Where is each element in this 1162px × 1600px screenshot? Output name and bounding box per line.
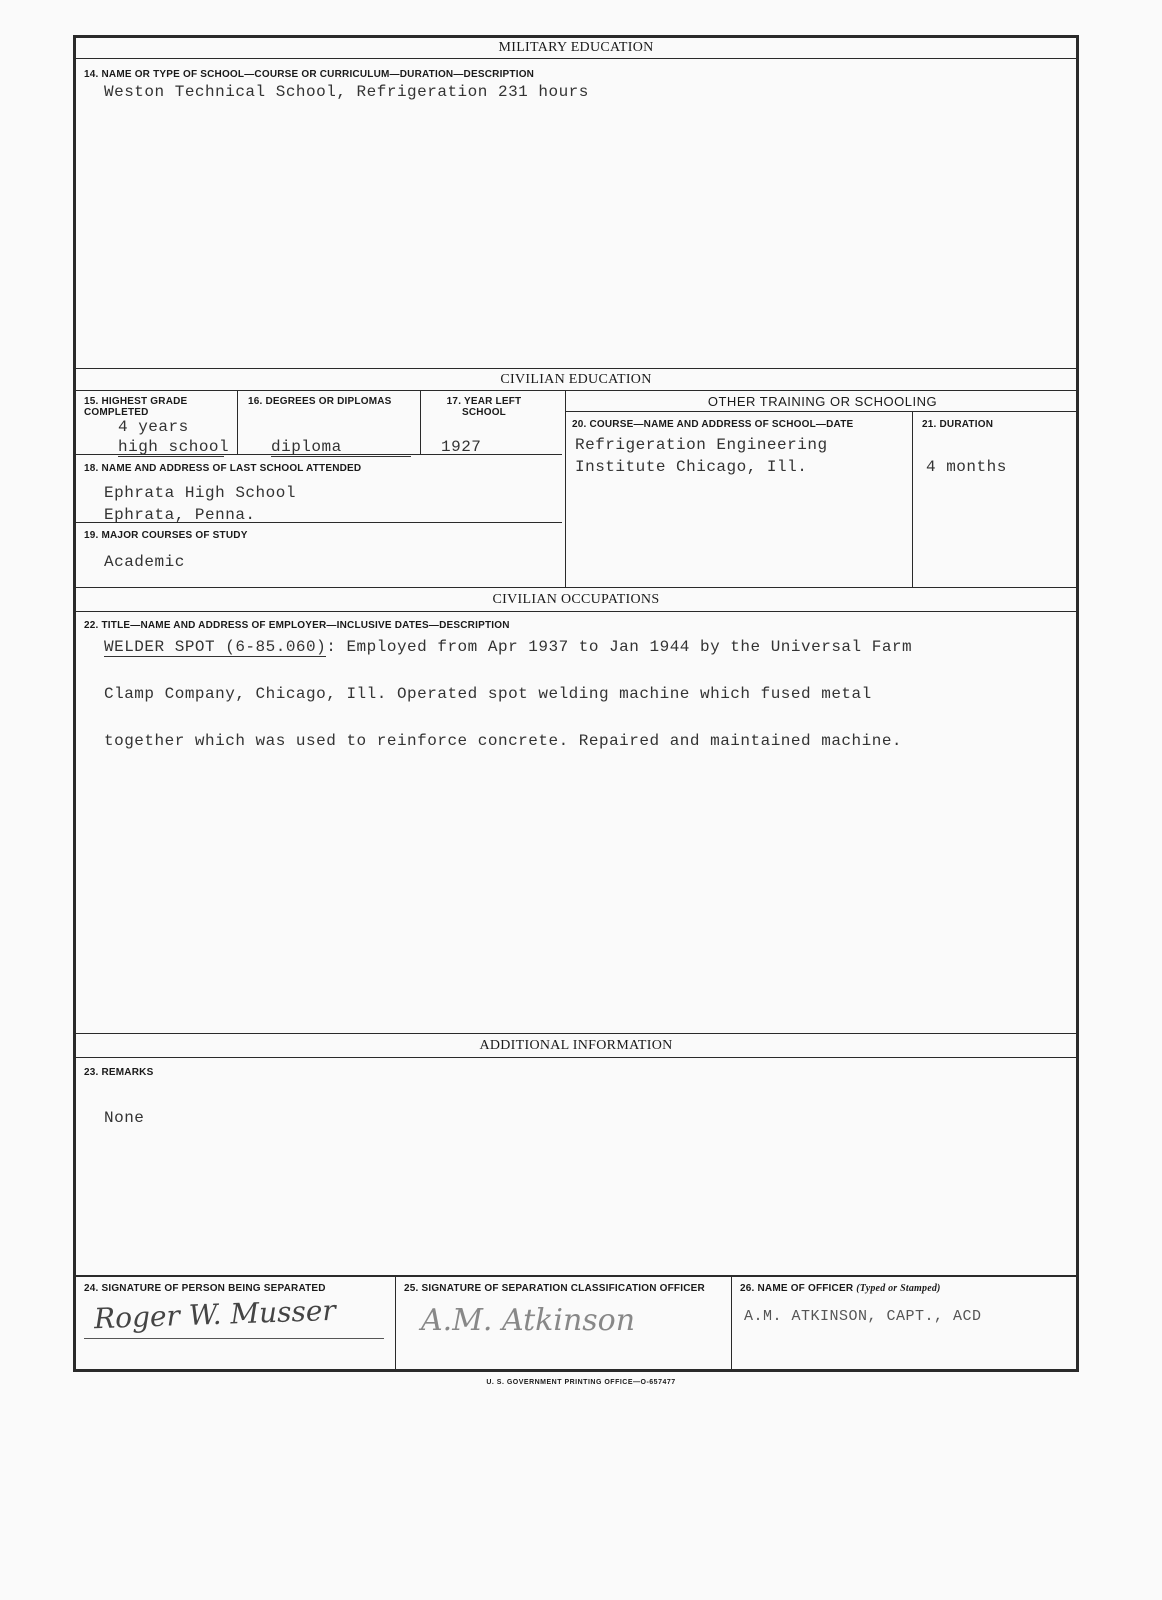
occupation-line-1-rest: : Employed from Apr 1937 to Jan 1944 by the Universal Farm (326, 638, 913, 656)
field-17-value: 1927 (441, 438, 482, 456)
person-signature: Roger W. Musser (93, 1293, 337, 1336)
field-16-value: diploma (271, 438, 411, 457)
divider (76, 587, 1076, 588)
divider (76, 58, 1076, 59)
field-19-value: Academic (104, 553, 185, 571)
occupation-line-3: together which was used to reinforce concrete. Repaired and maintained machine. (104, 732, 903, 750)
occupation-line-1 (104, 638, 912, 656)
divider (76, 611, 1076, 612)
column-divider (565, 390, 566, 587)
divider (76, 522, 562, 523)
column-divider (420, 390, 421, 454)
divider (76, 454, 562, 455)
divider (76, 368, 1076, 369)
field-26-label-main: 26. NAME OF OFFICER (740, 1283, 854, 1294)
field-21-label: 21. DURATION (922, 419, 994, 430)
civilian-occupations-heading: CIVILIAN OCCUPATIONS (492, 592, 660, 607)
field-16-label: 16. DEGREES OR DIPLOMAS (248, 396, 392, 407)
field-23-label: 23. REMARKS (84, 1067, 154, 1078)
column-divider (237, 390, 238, 454)
other-training-heading: OTHER TRAINING OR SCHOOLING (707, 394, 938, 409)
officer-signature: A.M. Atkinson (421, 1303, 636, 1338)
field-24-label: 24. SIGNATURE OF PERSON BEING SEPARATED (84, 1283, 326, 1294)
field-14-value: Weston Technical School, Refrigeration 231 hours (104, 83, 589, 101)
column-divider (731, 1275, 732, 1370)
divider (76, 390, 1076, 391)
field-15-value-line2: high school (118, 438, 230, 456)
field-25-label: 25. SIGNATURE OF SEPARATION CLASSIFICATION OFFICER (404, 1283, 705, 1294)
separation-form (73, 35, 1079, 1372)
field-26-label-note: (Typed or Stamped) (856, 1283, 941, 1294)
signature-line (84, 1338, 384, 1339)
field-17-label: 17. YEAR LEFT SCHOOL (446, 396, 522, 418)
field-20-value-line1: Refrigeration Engineering (575, 436, 828, 454)
printing-office-footer: U. S. GOVERNMENT PRINTING OFFICE—O-657477 (486, 1379, 676, 1386)
field-15-label: 15. HIGHEST GRADE COMPLETED (84, 396, 188, 418)
divider (565, 411, 1076, 412)
divider (76, 1275, 1076, 1277)
field-26-value: A.M. ATKINSON, CAPT., ACD (744, 1308, 982, 1325)
field-23-value: None (104, 1109, 145, 1127)
field-21-value: 4 months (926, 458, 1007, 476)
divider (76, 1057, 1076, 1058)
occupation-line-2: Clamp Company, Chicago, Ill. Operated spot welding machine which fused metal (104, 685, 872, 703)
civilian-education-heading: CIVILIAN EDUCATION (500, 372, 652, 387)
field-20-value-line2: Institute Chicago, Ill. (575, 458, 808, 476)
field-20-label: 20. COURSE—NAME AND ADDRESS OF SCHOOL—DATE (572, 419, 854, 430)
field-18-label: 18. NAME AND ADDRESS OF LAST SCHOOL ATTENDED (84, 463, 362, 474)
field-15-value-line1: 4 years (118, 418, 189, 436)
field-18-value-line2: Ephrata, Penna. (104, 506, 256, 524)
occupation-job-title: WELDER SPOT (6-85.060) (104, 638, 327, 656)
column-divider (912, 411, 913, 587)
field-14-label: 14. NAME OR TYPE OF SCHOOL—COURSE OR CURRICULUM—DURATION—DESCRIPTION (84, 69, 535, 80)
divider (76, 1033, 1076, 1034)
field-18-value-line1: Ephrata High School (104, 484, 296, 502)
military-education-heading: MILITARY EDUCATION (498, 40, 654, 55)
column-divider (395, 1275, 396, 1370)
field-26-label (740, 1283, 941, 1294)
field-22-label: 22. TITLE—NAME AND ADDRESS OF EMPLOYER—INCLUSIVE DATES—DESCRIPTION (84, 620, 510, 631)
additional-information-heading: ADDITIONAL INFORMATION (479, 1038, 673, 1053)
field-19-label: 19. MAJOR COURSES OF STUDY (84, 530, 248, 541)
